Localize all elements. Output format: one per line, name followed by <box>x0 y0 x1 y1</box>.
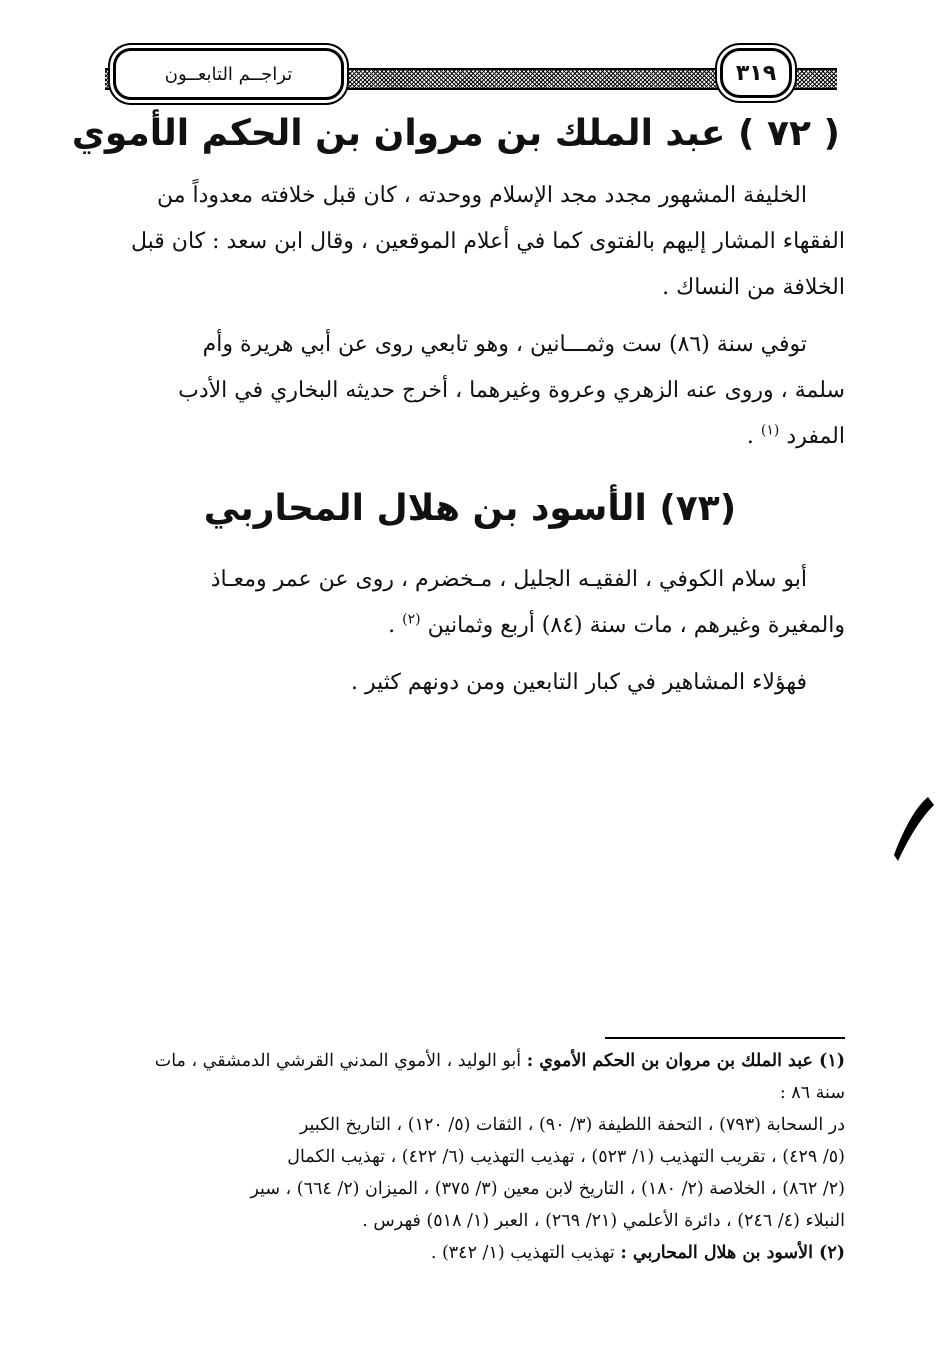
footnote-marker-1[interactable]: (١) <box>760 422 780 439</box>
text-fragment: أبو الوليد ، الأموي المدني القرشي الدمشقي ، مات <box>154 1051 527 1071</box>
footnote-separator <box>605 1037 845 1039</box>
footnote-1-ref-line: (٢/ ٨٦٢) ، الخلاصة (٢/ ١٨٠) ، التاريخ لابن معين (٣/ ٣٧٥) ، الميزان (٢/ ٦٦٤) ، سير <box>250 1179 845 1199</box>
entry-73-paragraph-1 <box>108 557 845 649</box>
entry-72-heading: ( ٧٢ ) عبد الملك بن مروان بن الحكم الأموي <box>71 113 840 154</box>
footnote-1-ref-line: در السحابة (٧٩٣) ، التحفة اللطيفة (٣/ ٩٠) ، الثقات (٥/ ١٢٠) ، التاريخ الكبير <box>299 1115 845 1135</box>
footnotes <box>108 1045 845 1269</box>
text-line <box>108 603 845 649</box>
page-number <box>720 48 792 98</box>
entry-72-paragraph-1 <box>108 173 845 311</box>
text-line: أبو سلام الكوفي ، الفقيـه الجليل ، مـخضرم ، روى عن عمر ومعـاذ <box>210 567 807 592</box>
closing-paragraph <box>108 660 845 706</box>
text-line: الخلافة من النساك . <box>662 275 845 300</box>
text-line: سلمة ، وروى عنه الزهري وعروة وغيرهما ، أخرج حديثه البخاري في الأدب <box>178 378 845 403</box>
text-fragment: والمغيرة وغيرهم ، مات سنة (٨٤) أربع وثمانين <box>427 613 845 638</box>
text-line: الفقهاء المشار إليهم بالفتوى كما في أعلام الموقعين ، وقال ابن سعد : كان قبل <box>131 229 845 254</box>
page-number-text: ٣١٩ <box>735 60 777 86</box>
text-line <box>108 414 845 460</box>
footnote-2-subject: (٢) الأسود بن هلال المحاربي : <box>620 1243 845 1263</box>
footnote-1-ref-line: النبلاء (٤/ ٢٤٦) ، دائرة الأعلمي (٢١/ ٢٦٩) ، العبر (١/ ٥١٨) فهرس . <box>362 1211 845 1231</box>
footnote-1-subject: (١) عبد الملك بن مروان بن الحكم الأموي : <box>526 1051 845 1071</box>
text-fragment: المفرد <box>786 424 845 449</box>
text-fragment: تهذيب التهذيب (١/ ٣٤٢) . <box>430 1243 621 1263</box>
footnote-2-line <box>108 1237 845 1269</box>
footnote-1-line <box>108 1045 845 1077</box>
text-line: فهؤلاء المشاهير في كبار التابعين ومن دونهم كثير . <box>350 670 807 695</box>
entry-72-paragraph-2 <box>108 322 845 460</box>
running-title <box>113 48 344 100</box>
footnote-1-ref-line: (٥/ ٤٢٩) ، تقريب التهذيب (١/ ٥٢٣) ، تهذيب التهذيب (٦/ ٤٢٢) ، تهذيب الكمال <box>287 1147 845 1167</box>
footnote-marker-2[interactable]: (٢) <box>402 611 421 628</box>
entry-73-heading: (٧٣) الأسود بن هلال المحاربي <box>203 488 737 529</box>
text-fragment: . <box>746 424 761 449</box>
pen-stroke-mark <box>888 795 934 865</box>
text-line: الخليفة المشهور مجدد مجد الإسلام ووحدته ، كان قبل خلافته معدوداً من <box>156 183 807 208</box>
text-line: توفي سنة (٨٦) ست وثمـــانين ، وهو تابعي روى عن أبي هريرة وأم <box>202 332 807 357</box>
running-title-text: تراجــم التابعــون <box>164 63 293 85</box>
footnote-1-line: سنة ٨٦ : <box>779 1083 845 1103</box>
text-fragment: . <box>388 613 403 638</box>
